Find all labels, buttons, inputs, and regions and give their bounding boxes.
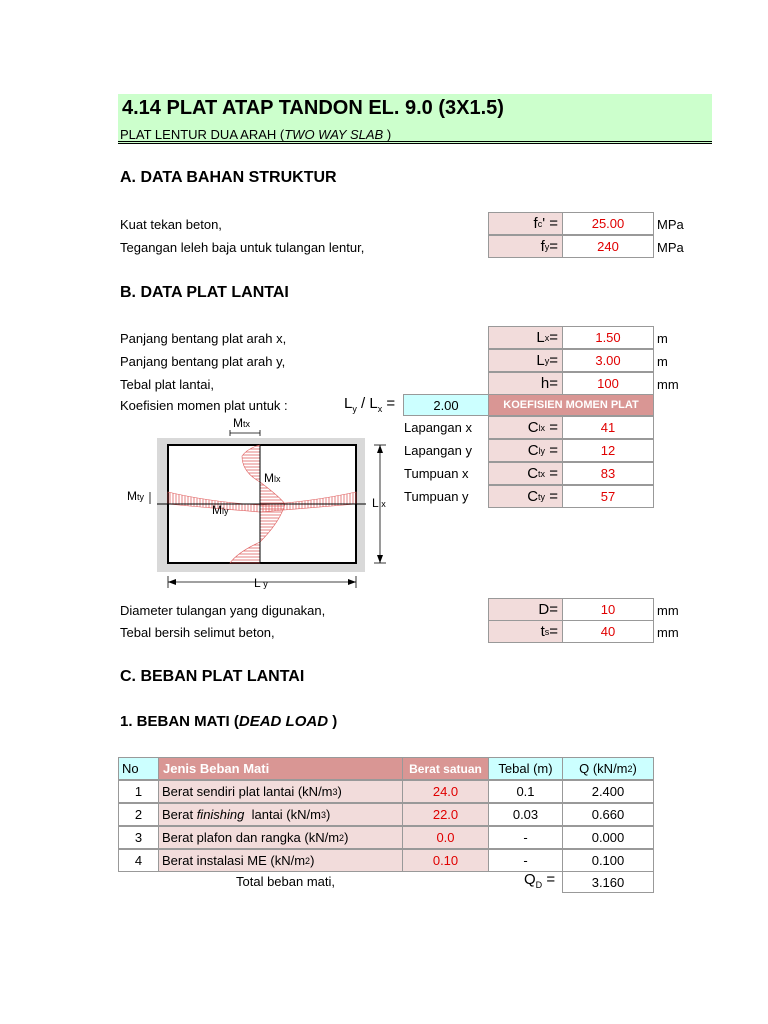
unit: MPa: [657, 240, 684, 255]
row-label: Diameter tulangan yang digunakan,: [120, 603, 326, 618]
sym-cell: f c ' =: [488, 212, 563, 235]
value-cell[interactable]: 41: [562, 416, 654, 439]
cell-tebal[interactable]: -: [488, 849, 563, 872]
cell-no: 2: [118, 803, 159, 826]
col-header-tebal: Tebal (m): [488, 757, 563, 780]
value-cell[interactable]: 12: [562, 439, 654, 462]
koef-row-label: Tumpuan x: [404, 466, 469, 481]
cell-berat[interactable]: 24.0: [402, 780, 489, 803]
unit: MPa: [657, 217, 684, 232]
sym-cell: L y =: [488, 349, 563, 372]
cell-q: 0.000: [562, 826, 654, 849]
col-header-jenis: Jenis Beban Mati: [158, 757, 403, 780]
sym-cell: L x =: [488, 326, 563, 349]
col-header-q: Q (kN/m 2 ): [562, 757, 654, 780]
row-label: Tegangan leleh baja untuk tulangan lentur,: [120, 240, 365, 255]
mlx-label: Mlx: [264, 471, 281, 485]
unit: mm: [657, 625, 679, 640]
value-cell[interactable]: 40: [562, 620, 654, 643]
sym-cell: C ty =: [488, 485, 563, 508]
sym-cell: C tx =: [488, 462, 563, 485]
section-a-title: A. DATA BAHAN STRUKTUR: [120, 169, 337, 186]
value-cell[interactable]: 83: [562, 462, 654, 485]
cell-jenis: Berat plafon dan rangka (kN/m 2 ): [158, 826, 403, 849]
page-title: 4.14 PLAT ATAP TANDON EL. 9.0 (3X1.5): [122, 97, 504, 119]
mly-label: Mly: [212, 503, 229, 517]
unit: m: [657, 354, 668, 369]
value-cell[interactable]: 1.50: [562, 326, 654, 349]
col-header-no: No: [118, 757, 159, 780]
koef-row-label: Lapangan y: [404, 443, 472, 458]
cell-no: 3: [118, 826, 159, 849]
lx-label: L x: [372, 496, 386, 510]
koef-header: KOEFISIEN MOMEN PLAT: [488, 394, 654, 416]
cell-berat[interactable]: 0.0: [402, 826, 489, 849]
unit: mm: [657, 603, 679, 618]
unit: mm: [657, 377, 679, 392]
cell-q: 0.660: [562, 803, 654, 826]
koef-row-label: Tumpuan y: [404, 489, 469, 504]
value-cell[interactable]: 240: [562, 235, 654, 258]
ly-label: L y: [254, 576, 268, 590]
value-cell[interactable]: 10: [562, 598, 654, 621]
cell-jenis: Berat sendiri plat lantai (kN/m 3 ): [158, 780, 403, 803]
cell-berat[interactable]: 0.10: [402, 849, 489, 872]
mty-label: Mty: [127, 489, 145, 503]
ratio-value[interactable]: 2.00: [403, 394, 489, 416]
slab-moment-diagram: [130, 412, 400, 597]
total-value: 3.160: [562, 871, 654, 893]
koef-label: Koefisien momen plat untuk :: [120, 398, 288, 413]
sym-cell: C lx =: [488, 416, 563, 439]
unit: m: [657, 331, 668, 346]
row-label: Panjang bentang plat arah y,: [120, 354, 286, 369]
row-label: Tebal bersih selimut beton,: [120, 625, 275, 640]
col-header-berat: Berat satuan: [402, 757, 489, 780]
value-cell[interactable]: 3.00: [562, 349, 654, 372]
ratio-label: $L_y / L_x$ =: [344, 395, 396, 414]
cell-jenis: Berat finishing lantai (kN/m 3 ): [158, 803, 403, 826]
cell-tebal[interactable]: 0.1: [488, 780, 563, 803]
sym-cell: t s =: [488, 620, 563, 643]
cell-tebal[interactable]: -: [488, 826, 563, 849]
cell-tebal[interactable]: 0.03: [488, 803, 563, 826]
total-sym: $Q_D$ =: [524, 871, 556, 890]
section-b-title: B. DATA PLAT LANTAI: [120, 284, 289, 301]
total-label: Total beban mati,: [236, 874, 336, 889]
value-cell[interactable]: 100: [562, 372, 654, 395]
row-label: Panjang bentang plat arah x,: [120, 331, 287, 346]
row-label: Tebal plat lantai,: [120, 377, 214, 392]
sym-cell: C ly =: [488, 439, 563, 462]
cell-q: 2.400: [562, 780, 654, 803]
dead-load-title: 1. BEBAN MATI (DEAD LOAD ): [120, 713, 338, 730]
cell-q: 0.100: [562, 849, 654, 872]
value-cell[interactable]: 25.00: [562, 212, 654, 235]
value-cell[interactable]: 57: [562, 485, 654, 508]
cell-no: 1: [118, 780, 159, 803]
page-subtitle: PLAT LENTUR DUA ARAH (TWO WAY SLAB ): [120, 127, 392, 142]
sym-cell: f y =: [488, 235, 563, 258]
row-label: Kuat tekan beton,: [120, 217, 222, 232]
koef-row-label: Lapangan x: [404, 420, 472, 435]
mtx-label: Mtx: [233, 416, 251, 430]
sym-cell: h =: [488, 372, 563, 395]
section-c-title: C. BEBAN PLAT LANTAI: [120, 668, 305, 685]
sym-cell: D =: [488, 598, 563, 621]
cell-jenis: Berat instalasi ME (kN/m 2 ): [158, 849, 403, 872]
cell-no: 4: [118, 849, 159, 872]
cell-berat[interactable]: 22.0: [402, 803, 489, 826]
